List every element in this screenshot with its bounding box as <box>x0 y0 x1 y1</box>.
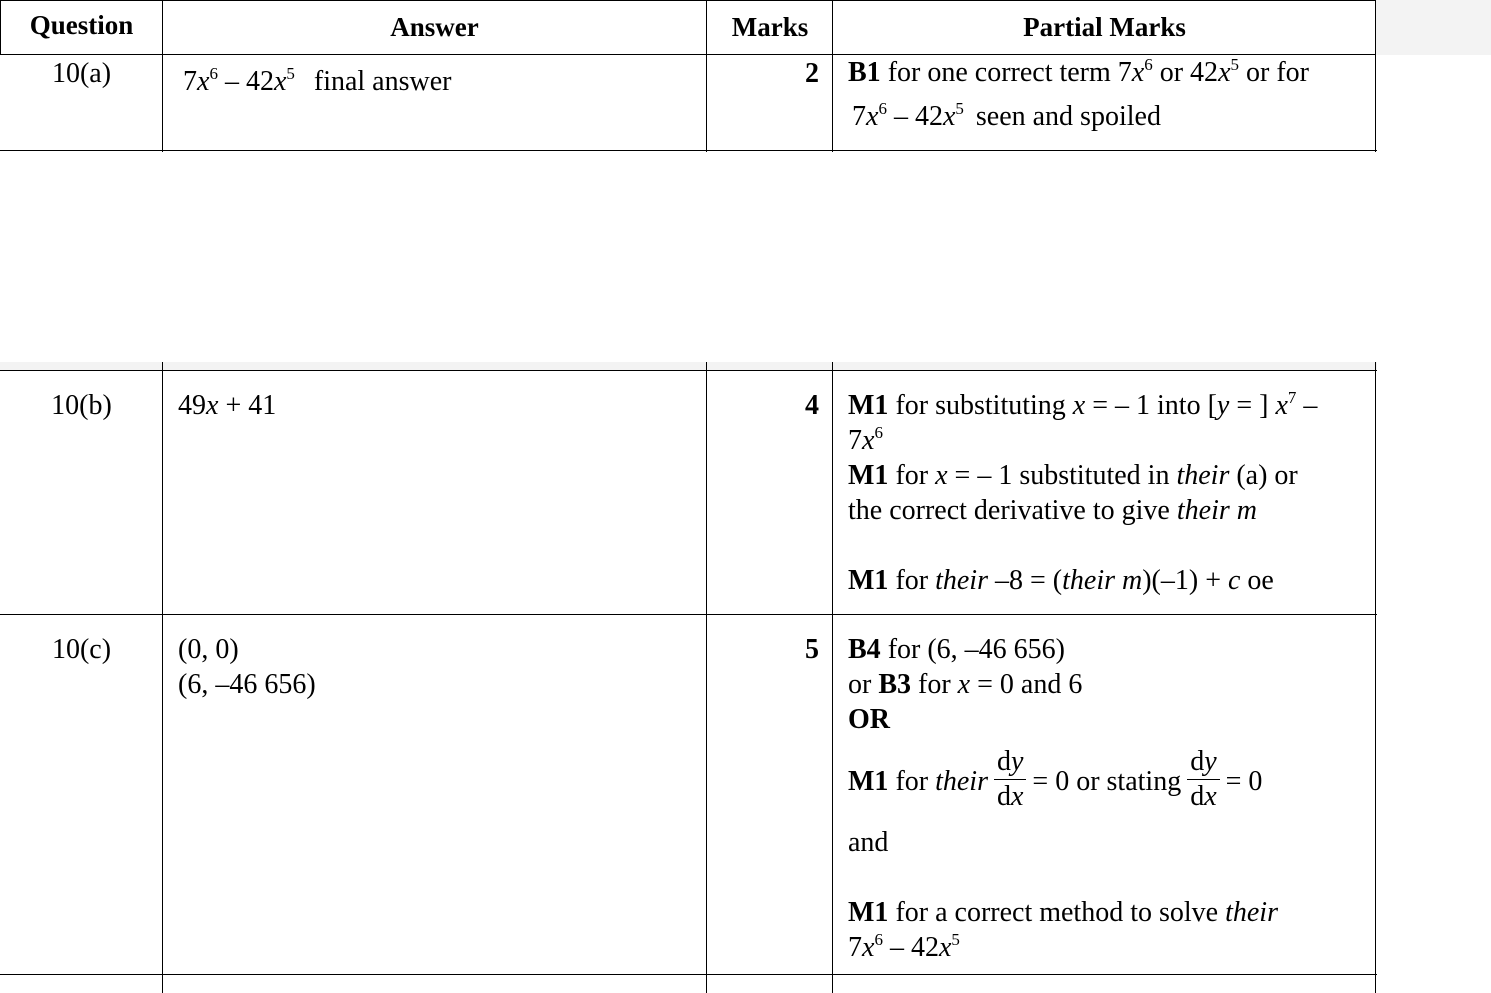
question-number: 10(b) <box>51 390 112 421</box>
answer-line: (0, 0) <box>178 634 239 665</box>
rule <box>832 362 833 993</box>
rule <box>162 362 163 993</box>
header-section <box>0 0 1491 153</box>
dy-dx-fraction: $\frac{dy}{dx}$ <box>1187 745 1219 814</box>
answer-expression: $7x^6 - 42x^5$ final answer <box>183 64 452 97</box>
rule <box>706 362 707 993</box>
rule <box>0 370 1377 371</box>
lower-section <box>0 362 1491 993</box>
answer-expression: 49x + 41 <box>178 390 277 421</box>
header-answer: Answer <box>390 12 479 42</box>
rule <box>0 54 1376 55</box>
header-tail-shade <box>1376 0 1491 55</box>
answer-line: (6, –46 656) <box>178 669 316 700</box>
header-marks: Marks <box>731 12 809 42</box>
rule <box>0 974 1377 975</box>
marks-value: 5 <box>805 634 819 665</box>
question-number: 10(c) <box>51 634 112 665</box>
rule <box>0 0 1376 1</box>
header-partial-marks: Partial Marks <box>1023 12 1186 42</box>
rule <box>1375 362 1376 993</box>
page-break-shade <box>0 362 1377 370</box>
header-question: Question <box>29 10 134 40</box>
rule <box>0 150 1377 151</box>
partial-marks-text: B1 for one correct term $7x^6$ or $42x^5$ or for $7x^6 - 42x^5$ seen and spoiled <box>848 55 1309 132</box>
marks-value: 4 <box>805 390 819 421</box>
marks-value: 2 <box>805 58 819 89</box>
rule <box>0 614 1377 615</box>
answer-points <box>178 632 316 702</box>
dy-dx-fraction: $\frac{dy}{dx}$ <box>994 745 1026 814</box>
partial-marks-text: M1 for substituting x = – 1 into [y = ] $x^7$ – $7x^6$ M1 for x = – 1 substituted in their (a) or the correct derivative to give their m M1 for their –8 = (their m)(–1) + c oe <box>848 388 1318 596</box>
question-number: 10(a) <box>51 58 112 89</box>
partial-marks-text: B4 for (6, –46 656) or B3 for x = 0 and 6 OR M1 for their $\frac{dy}{dx}$ = 0 or stating $\frac{dy}{dx}$ = 0 and M1 for a correct method to solve their $7x^6 - 42x^5$ <box>848 634 1278 963</box>
